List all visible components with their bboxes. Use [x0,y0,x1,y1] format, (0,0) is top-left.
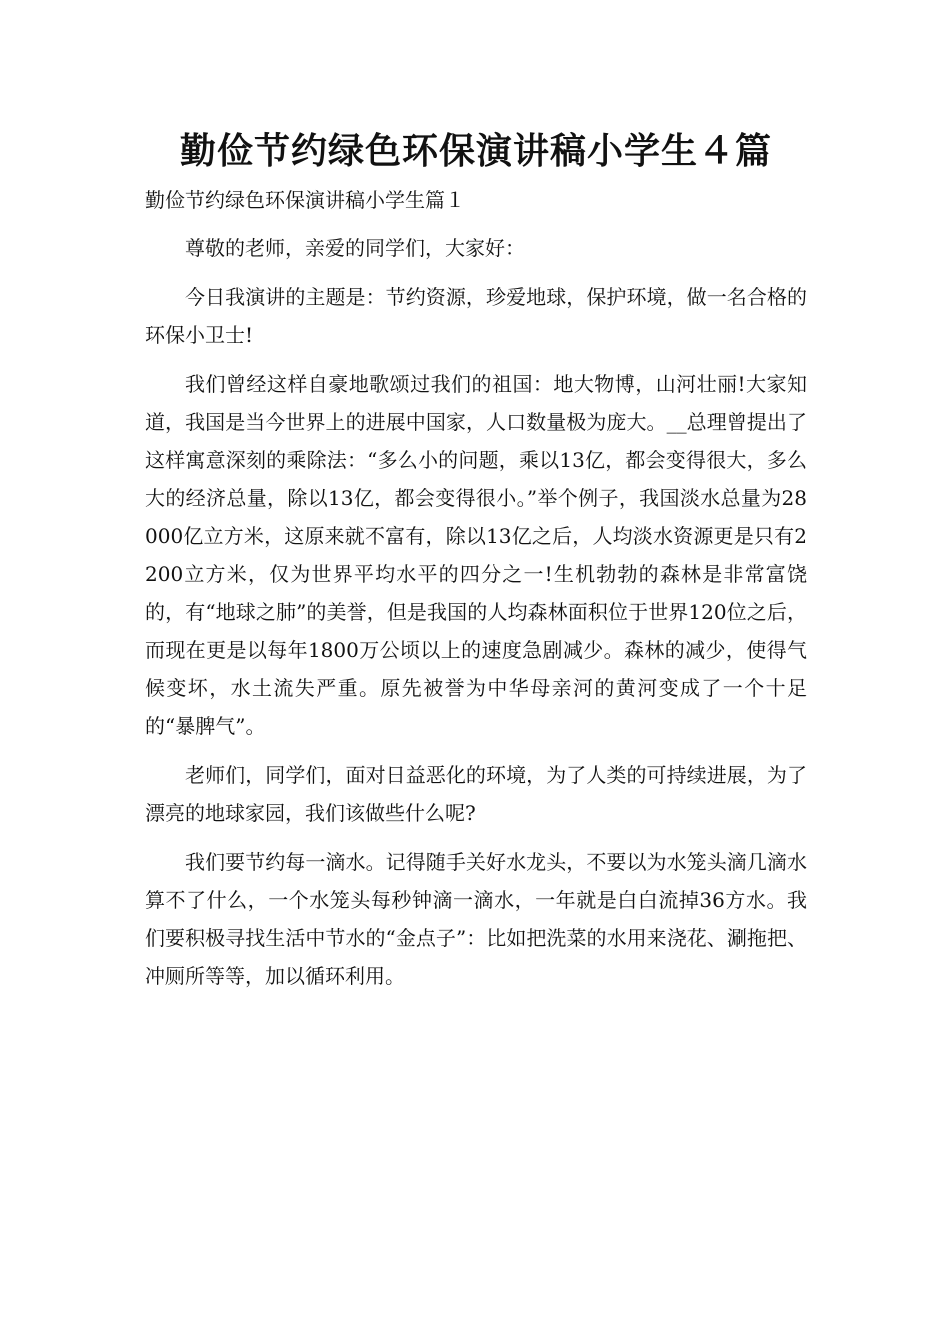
paragraph-save-water: 我们要节约每一滴水。记得随手关好水龙头，不要以为水笼头滴几滴水算不了什么，一个水笼头每秒钟滴一滴水，一年就是白白流掉36方水。我们要积极寻找生活中节水的“金点子”：比如把洗菜的水用来浇花、涮拖把、冲厕所等等，加以循环利用。 [145,850,807,988]
paragraph-theme: 今日我演讲的主题是：节约资源，珍爱地球，保护环境，做一名合格的环保小卫士! [145,285,807,347]
document-title: 勤俭节约绿色环保演讲稿小学生４篇 [179,131,772,172]
document-page [145,122,807,995]
paragraph-question: 老师们，同学们，面对日益恶化的环境，为了人类的可持续进展，为了漂亮的地球家园，我们该做些什么呢? [145,763,807,825]
paragraph-greeting: 尊敬的老师，亲爱的同学们，大家好： [185,236,525,260]
paragraph-resources: 我们曾经这样自豪地歌颂过我们的祖国：地大物博，山河壮丽!大家知道，我国是当今世界上的进展中国家，人口数量极为庞大。__总理曾提出了这样寓意深刻的乘除法：“多么小的问题，乘以13亿，都会变得很大，多么大的经济总量，除以13亿，都会变得很小。”举个例子，我国淡水总量为28000亿立方米，这原来就不富有，除以13亿之后，人均淡水资源更是只有2200立方米，仅为世界平均水平的四分之一!生机勃勃的森林是非常富饶的，有“地球之肺”的美誉，但是我国的人均森林面积位于世界120位之后，而现在更是以每年1800万公顷以上的速度急剧减少。森林的减少，使得气候变坏，水土流失严重。原先被誉为中华母亲河的黄河变成了一个十足的“暴脾气”。 [145,372,807,738]
section-heading: 勤俭节约绿色环保演讲稿小学生篇１ [145,188,465,212]
